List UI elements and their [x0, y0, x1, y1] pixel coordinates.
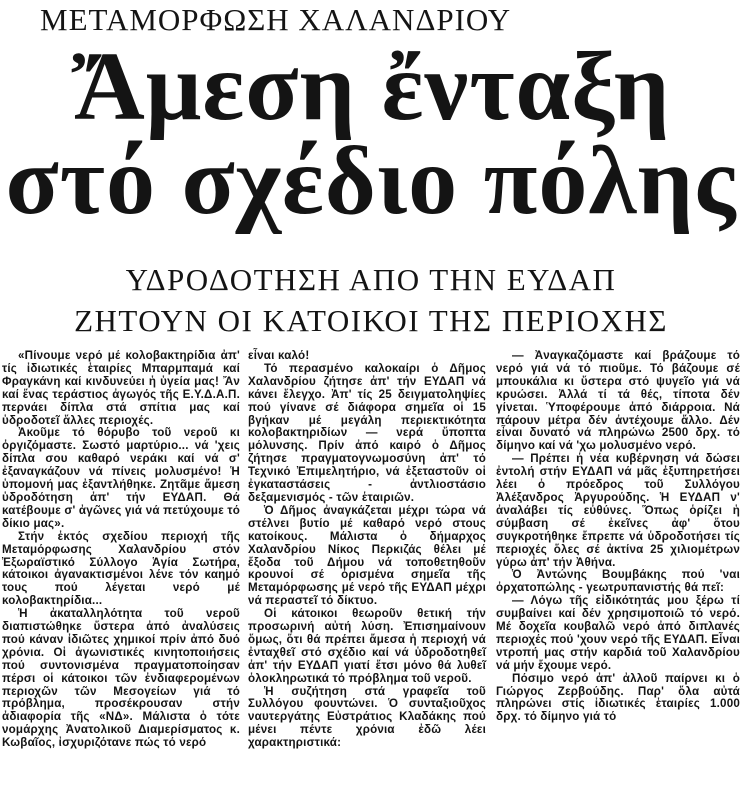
article-column-1: [2, 350, 240, 750]
headline-line-2: στό σχέδιο πόλης: [5, 127, 737, 235]
paragraph: — Λόγω τῆς εἰδικότητάς μου ξέρω τί συμβαίνει καί δέν χρησιμοποιῶ τό νερό. Μέ δοχεῖα κουβαλῶ νερό ἀπό διπλανές περιοχές πού 'χουν νερό τῆς ΕΥΔΑΠ. Εἶναι ντροπή μας στήν καρδιά τοῦ Χαλανδρίου νά μήν ἔχουμε νερό.: [496, 594, 740, 672]
paragraph: Ὁ Ἀντώνης Βουμβάκης πού 'ναι ὀρχατοπώλης - γεωτρυπανιστής θά πεῖ:: [496, 568, 740, 595]
paragraph: Τό περασμένο καλοκαίρι ὁ Δῆμος Χαλανδρίου ζήτησε ἀπ' τήν ΕΥΔΑΠ νά κάνει ἔλεγχο. Ἀπ' τίς 25 δειγματοληψίες πού γίνανε σέ διάφορα σημεῖα οἱ 15 βγήκαν μέ μεγάλη περιεκτικότητα κολοβακτηριδίων — νερά ὕποπτα μόλυνσης. Πρίν ἀπό καιρό ὁ Δῆμος ζήτησε πραγματογνωμοσύνη ἀπ' τό Τεχνικό Ἐπιμελητήριο, νά ἐξεταστοῦν οἱ ἐγκαταστάσεις - ἀντλιοστάσιο δεξαμενισμός - τῶν ἑταιριῶν.: [248, 361, 486, 504]
paragraph: Ἀκοῦμε τό θόρυβο τοῦ νεροῦ κι ὀργιζόμαστε. Σωστό μαρτύριο... νά 'χεις δίπλα σου καθαρό νεράκι καί νά σ' ἐξαναγκάζουν νά πίνεις μολυσμένο! Ἡ ὑπομονή μας ἐξαντλήθηκε. Ζητᾶμε ἄμεση ὑδροδότηση ἀπ' τήν ΕΥΔΑΠ. Θά κατέβουμε σ' ἀγῶνες γιά νά πετύχουμε τό δίκιο μας».: [2, 426, 240, 530]
paragraph: Στήν ἐκτός σχεδίου περιοχή τῆς Μεταμόρφωσης Χαλανδρίου στόν Ἐξωραϊστικό Σύλλογο Ἁγία Σωτήρα, κάτοικοι ἀγανακτισμένοι λένε τόν καημό τους πού λέγεται νερό μέ κολοβακτηρίδια...: [2, 529, 240, 608]
subheadline-line-1: ΥΔΡΟΔΟΤΗΣΗ ΑΠΟ ΤΗΝ ΕΥΔΑΠ: [125, 262, 617, 297]
kicker-heading: ΜΕΤΑΜΟΡΦΩΣΗ ΧΑΛΑΝΔΡΙΟΥ: [40, 2, 512, 37]
paragraph: — Πρέπει ἡ νέα κυβέρνηση νά δώσει ἐντολή στήν ΕΥΔΑΠ νά μᾶς ἐξυπηρετήσει λέει ὁ πρόεδρος τοῦ Συλλόγου Ἀλέξανδρος Ἀργυρούδης. Ἡ ΕΥΔΑΠ ν' ἀναλάβει τίς εὐθύνες. Ὅπως ὁρίζει ἡ σύμβαση σέ ἐκεῖνες ἀφ' ὅτου συγκροτήθηκε ἔπρεπε νά ὑδροδοτήσει τίς περιοχές ὅλες σέ ἀκτίνα 25 χιλιομέτρων γύρω ἀπ' τήν Ἀθήνα.: [496, 452, 740, 569]
paragraph: Οἱ κάτοικοι θεωροῦν θετική τήν προσωρινή αὐτή λύση. Ἐπισημαίνουν ὅμως, ὅτι θά πρέπει ἄμεσα ἡ περιοχή νά ἐνταχθεῖ στό σχέδιο καί νά ὑδροδοτηθεῖ ἀπ' τήν ΕΥΔΑΠ γιατί ἔτσι μόνο θά λυθεῖ ὁλοκληρωτικά τό πρόβλημα τοῦ νεροῦ.: [248, 607, 486, 685]
paragraph: εἶναι καλό!: [248, 349, 310, 362]
paragraph: «Πίνουμε νερό μέ κολοβακτηρίδια ἀπ' τίς ἰδιωτικές ἑταιρίες Μπαρμπαμά καί Φραγκάνη καί κινδυνεύει ἡ ὑγεία μας! Ἄν καί ἕνας τεράστιος ἀγωγός τῆς Ε.Υ.Δ.Α.Π. περνάει δίπλα στά σπίτια μας καί ὑδροδοτεῖ ἄλλες περιοχές.: [2, 349, 240, 427]
paragraph: Ἡ ἀκαταλληλότητα τοῦ νεροῦ διαπιστώθηκε ὕστερα ἀπό ἀναλύσεις πού κάναν ἰδιῶτες χημικοί πρίν ἀπό δυό χρόνια. Οἱ ἀγωνιστικές κινητοποιήσεις πού συντονισμένα πραγματοποίησαν πέρσι οἱ κάτοικοι τῶν ἐνδιαφερομένων περιοχῶν τῶν Μεσογείων γιά τό πρόβλημα, προσέκρουσαν στήν ἀδιαφορία τῆς «ΝΔ». Μάλιστα ὁ τότε νομάρχης Ἀνατολικοῦ Διαμερίσματος κ. Κωβαῖος, ἰσχυριζότανε πώς τό νερό: [2, 607, 240, 750]
paragraph: — Ἀναγκαζόμαστε καί βράζουμε τό νερό γιά νά τό πιοῦμε. Τό βάζουμε σέ μπουκάλια κι ὕστερα στό ψυγεῖο γιά νά κρυώσει. Ἀλλά τί τά θές, τίποτα δέν γίνεται. Ὑποφέρουμε ἀπό διάρροια. Νά πάρουν μέτρα δέν ἀντέχουμε ἄλλο. Δέν εἶναι δυνατό νά πληρώνω 2500 δρχ. τό δίμηνο καί νά 'χω μολυσμένο νερό.: [496, 349, 740, 453]
paragraph: Πόσιμο νερό ἀπ' ἀλλοῦ παίρνει κι ὁ Γιώργος Ζερβούδης. Παρ' ὅλα αὐτά πληρώνει στίς ἰδιωτικές ἑταιρίες 1.000 δρχ. τό δίμηνο γιά τό: [496, 671, 740, 724]
headline-line-1: Ἄμεση ἔνταξη: [71, 33, 671, 141]
paragraph: Ἡ συζήτηση στά γραφεῖα τοῦ Συλλόγου φουντώνει. Ὁ συνταξιοῦχος ναυτεργάτης Εὐστράτιος Κλαδάκης πού μένει πέντε χρόνια ἐδῶ λέει χαρακτηριστικά:: [248, 684, 486, 750]
article-column-2: [248, 350, 486, 750]
subheadline-line-2: ΖΗΤΟΥΝ ΟΙ ΚΑΤΟΙΚΟΙ ΤΗΣ ΠΕΡΙΟΧΗΣ: [74, 303, 668, 338]
paragraph: Ὁ Δῆμος ἀναγκάζεται μέχρι τώρα νά στέλνει βυτίο μέ καθαρό νερό στους κατοίκους. Μάλιστα ὁ δήμαρχος Χαλανδρίου Νίκος Περκιζάς θέλει μέ ἔξοδα τοῦ Δήμου νά τοποθετηθοῦν κρουνοί σέ ὁρισμένα σημεῖα τῆς Μεταμόρφωσης μέ νερό τῆς ΕΥΔΑΠ μέχρι νά περαστεῖ τό δίκτυο.: [248, 503, 486, 608]
article-column-3: [496, 350, 740, 724]
